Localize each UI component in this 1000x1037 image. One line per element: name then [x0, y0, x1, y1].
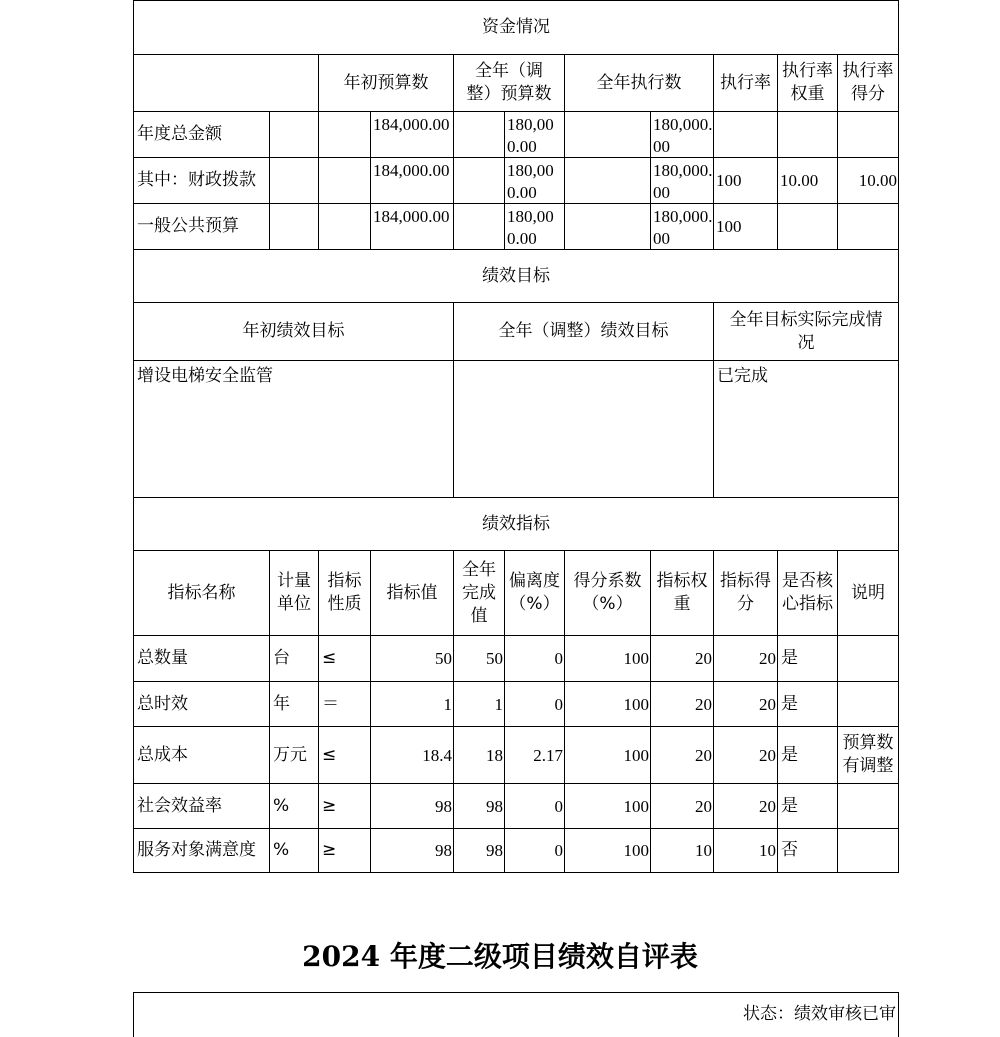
funding-row-initial: 184,000.00 [373, 115, 450, 134]
indicator-unit: % [273, 840, 290, 860]
indicator-header-3: 指标值 [386, 582, 438, 603]
indicator-actual: 18 [486, 745, 503, 765]
indicator-value: 98 [435, 796, 452, 816]
funding-header-5: 执行率 得分 [842, 61, 894, 104]
indicator-header-5: 偏离度 （%） [509, 571, 560, 614]
indicator-core: 是 [781, 795, 798, 816]
funding-row-executed: 180,000.00 [653, 161, 713, 202]
indicator-value: 18.4 [422, 745, 452, 765]
form-title: 2024 年度二级项目绩效自评表 [302, 940, 698, 973]
funding-header-3: 执行率 [720, 72, 771, 93]
indicator-unit: 年 [273, 693, 290, 714]
indicator-value: 50 [435, 649, 452, 668]
funding-section-title: 资金情况 [482, 17, 550, 37]
indicator-header-10: 说明 [851, 582, 885, 603]
initial-goal: 增设电梯安全监管 [137, 366, 273, 386]
indicator-unit: 万元 [273, 744, 307, 765]
indicator-actual: 50 [486, 649, 503, 668]
indicator-name: 总成本 [137, 744, 188, 765]
indicator-nature: ≥ [322, 840, 337, 860]
indicator-weight: 20 [695, 745, 712, 765]
indicator-score: 20 [759, 649, 776, 668]
indicator-coef: 100 [623, 649, 649, 668]
funding-row-blank [454, 158, 504, 203]
funding-row-blank [319, 204, 370, 249]
indicator-weight: 10 [695, 841, 712, 860]
indicator-name: 社会效益率 [137, 795, 222, 816]
next-form-right-border [898, 992, 899, 1037]
indicator-note [838, 682, 898, 726]
indicator-unit: 台 [273, 648, 290, 668]
funding-row-blank [454, 112, 504, 157]
funding-row-label: 年度总金额 [137, 124, 222, 144]
funding-row-blank [270, 158, 318, 203]
indicator-nature: ≤ [322, 648, 337, 668]
funding-row-blank [565, 158, 650, 203]
goals-header-1: 全年（调整）绩效目标 [498, 321, 669, 341]
indicator-deviation: 0 [554, 649, 563, 668]
funding-row-executed: 180,000.00 [653, 115, 713, 156]
funding-row-blank [319, 112, 370, 157]
funding-row-blank [565, 112, 650, 157]
indicator-deviation: 0 [554, 841, 563, 860]
indicator-score: 20 [759, 796, 776, 816]
funding-row-blank [454, 204, 504, 249]
funding-row-score: 10.00 [858, 171, 897, 190]
indicator-header-8: 指标得 分 [720, 571, 771, 614]
indicator-core: 是 [781, 693, 798, 714]
indicator-value: 98 [435, 841, 452, 860]
funding-row-adjusted: 180,000.00 [507, 115, 554, 156]
indicator-coef: 100 [623, 745, 649, 765]
table-bottom-border [133, 872, 899, 873]
indicator-header-4: 全年 完成 值 [462, 559, 496, 626]
indicator-actual: 98 [486, 796, 503, 816]
indicator-score: 10 [759, 841, 776, 860]
indicator-note [838, 784, 898, 828]
indicator-header-9: 是否核 心指标 [782, 571, 833, 614]
indicator-unit: % [273, 795, 290, 816]
indicator-header-1: 计量 单位 [277, 571, 311, 614]
indicator-note [838, 636, 898, 681]
goals-header-2: 全年目标实际完成情 况 [729, 309, 883, 353]
indicator-coef: 100 [623, 694, 649, 714]
indicator-note: 预算数 有调整 [842, 733, 894, 776]
next-form-top-border [133, 992, 899, 993]
funding-header-4: 执行率 权重 [782, 61, 833, 104]
funding-row-blank [270, 204, 318, 249]
indicator-core: 是 [781, 744, 798, 765]
funding-row-blank [319, 158, 370, 203]
funding-row-adjusted: 180,000.00 [507, 161, 554, 202]
funding-row-rate: 100 [716, 171, 742, 190]
indicator-nature: ≤ [322, 744, 337, 765]
funding-header-blank [134, 55, 318, 111]
indicator-header-2: 指标 性质 [327, 571, 362, 614]
funding-row-adjusted: 180,000.00 [507, 207, 554, 248]
indicator-weight: 20 [695, 694, 712, 714]
table-right-border [898, 0, 899, 873]
actual-status: 已完成 [717, 366, 768, 386]
indicator-header-6: 得分系数 （%） [573, 571, 642, 614]
goals-header-0: 年初绩效目标 [242, 321, 345, 341]
funding-row-rate: 100 [716, 217, 742, 236]
indicator-header-7: 指标权 重 [656, 571, 708, 614]
funding-header-1: 全年（调 整）预算数 [466, 61, 552, 104]
funding-header-0: 年初预算数 [343, 72, 429, 93]
funding-row-initial: 184,000.00 [373, 161, 450, 180]
indicator-coef: 100 [623, 796, 649, 816]
indicator-score: 20 [759, 745, 776, 765]
indicator-core: 是 [781, 648, 798, 668]
adjusted-goal [454, 361, 713, 497]
indicator-deviation: 0 [554, 796, 563, 816]
indicator-coef: 100 [623, 841, 649, 860]
indicator-weight: 20 [695, 796, 712, 816]
funding-row-rate [714, 112, 777, 157]
funding-header-2: 全年执行数 [596, 72, 682, 93]
indicator-name: 总时效 [137, 693, 188, 714]
indicator-value: 1 [443, 694, 452, 714]
funding-row-blank [565, 204, 650, 249]
indicator-deviation: 2.17 [533, 745, 563, 765]
indicator-name: 总数量 [137, 648, 188, 668]
review-status: 状态：绩效审核已审 [743, 1004, 896, 1024]
indicator-name: 服务对象满意度 [137, 840, 256, 860]
indicators-section-title: 绩效指标 [482, 513, 550, 534]
indicator-actual: 98 [486, 841, 503, 860]
indicator-header-0: 指标名称 [167, 582, 236, 603]
indicator-deviation: 0 [554, 694, 563, 714]
indicator-actual: 1 [494, 694, 503, 714]
funding-row-weight [778, 112, 837, 157]
next-form-left-border [133, 992, 134, 1037]
funding-row-blank [270, 112, 318, 157]
funding-row-label: 其中：财政拨款 [137, 170, 256, 190]
funding-row-weight: 10.00 [780, 171, 819, 190]
funding-row-initial: 184,000.00 [373, 207, 450, 226]
funding-row-score [838, 112, 898, 157]
indicator-core: 否 [781, 840, 798, 860]
funding-row-executed: 180,000.00 [653, 207, 713, 248]
indicator-score: 20 [759, 694, 776, 714]
indicator-nature: ＝ [322, 693, 339, 714]
indicator-nature: ≥ [322, 795, 337, 816]
funding-row-label: 一般公共预算 [137, 216, 239, 236]
indicator-weight: 20 [695, 649, 712, 668]
funding-row-weight [778, 204, 837, 249]
indicator-note [838, 829, 898, 872]
funding-row-score [838, 204, 898, 249]
goals-section-title: 绩效目标 [482, 265, 550, 286]
